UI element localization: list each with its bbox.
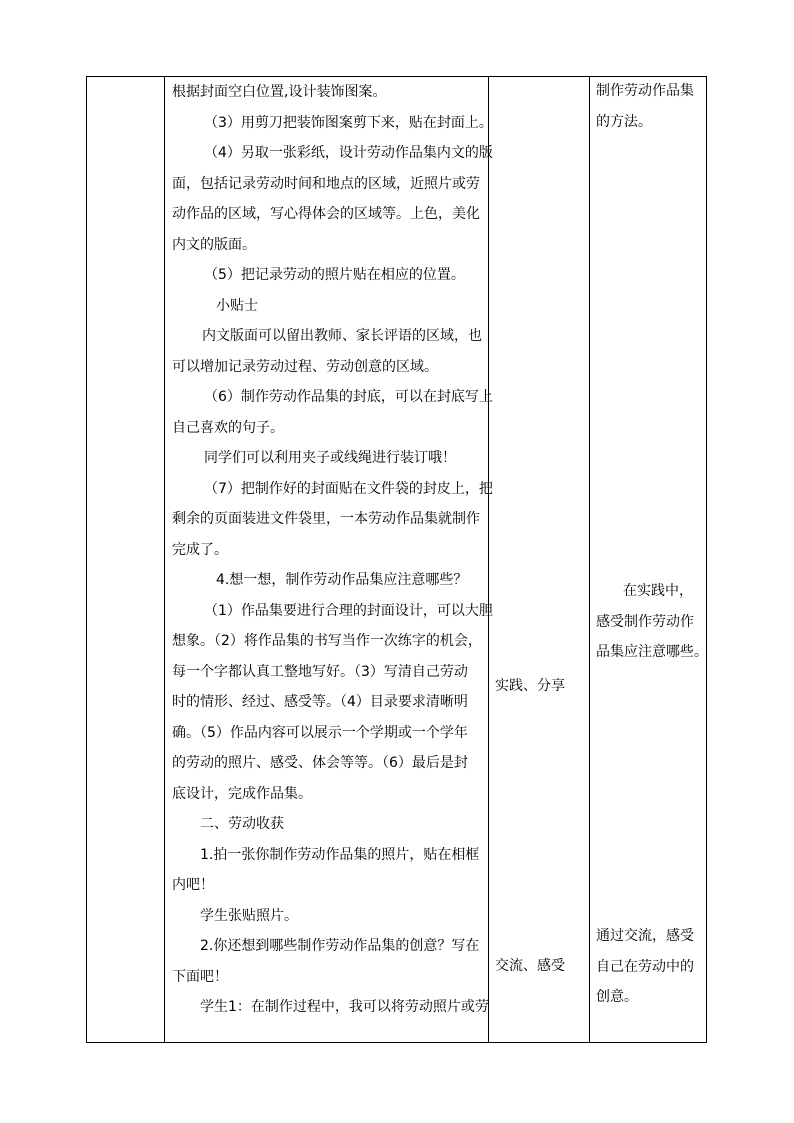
text-line: 内吧！ <box>172 877 214 893</box>
intent-line: 感受制作劳动作 <box>596 613 694 630</box>
intent-line: 品集应注意哪些。 <box>596 644 708 660</box>
text-line: 每一个字都认真工整地写好。（3）写清自己劳动 <box>172 663 468 680</box>
text-line: 剩余的页面装进文件袋里，一本劳动作品集就制作 <box>172 511 480 527</box>
student-activity-1 <box>495 671 590 702</box>
intent-line: 通过交流，感受 <box>596 928 694 944</box>
text-line: 时的情形、经过、感受等。（4）目录要求清晰明 <box>172 694 468 710</box>
text-line: （1）作品集要进行合理的封面设计，可以大胆 <box>204 602 493 619</box>
text-line: （3）用剪刀把装饰图案剪下来，贴在封面上。 <box>204 114 493 131</box>
text-line: （6）制作劳动作品集的封底，可以在封底写上 <box>204 389 493 405</box>
text-line: 想象。（2）将作品集的书写当作一次练字的机会， <box>172 633 482 649</box>
text-line: 1.拍一张你制作劳动作品集的照片，贴在相框 <box>200 846 480 863</box>
text-line: 内文版面可以留出教师、家长评语的区域，也 <box>202 328 482 344</box>
tip-heading: 小贴士 <box>216 297 258 314</box>
teaching-process-column <box>172 77 493 1023</box>
column-divider-2 <box>488 76 489 1043</box>
intent-line: 在实践中， <box>623 583 693 599</box>
text-line: 面，包括记录劳动时间和地点的区域，近照片或劳 <box>172 175 480 192</box>
text-line: 2.你还想到哪些制作劳动作品集的创意？写在 <box>200 938 480 954</box>
text-line: 完成了。 <box>172 541 228 558</box>
text-line: 下面吧！ <box>172 968 228 985</box>
intent-line: 创意。 <box>596 989 638 1005</box>
text-line: （7）把制作好的封面贴在文件袋的封皮上，把 <box>204 480 493 497</box>
text-line: 的劳动的照片、感受、体会等等。（6）最后是封 <box>172 755 468 771</box>
activity-label: 交流、感受 <box>495 958 565 974</box>
design-intent-2 <box>596 576 708 668</box>
text-line: 内文的版面。 <box>172 236 256 253</box>
column-divider-1 <box>164 76 165 1043</box>
text-line: 底设计，完成作品集。 <box>172 785 312 802</box>
text-line: 根据封面空白位置,设计装饰图案。 <box>172 84 387 100</box>
section-question: 4.想一想，制作劳动作品集应注意哪些？ <box>216 572 468 588</box>
column-divider-3 <box>589 76 590 1043</box>
section-heading: 二、劳动收获 <box>200 816 284 832</box>
design-intent-1 <box>596 76 704 137</box>
intent-line: 制作劳动作品集 <box>596 83 694 99</box>
design-intent-3 <box>596 921 704 1013</box>
text-line: （4）另取一张彩纸，设计劳动作品集内文的版 <box>204 145 493 161</box>
text-line: 学生1：在制作过程中，我可以将劳动照片或劳 <box>200 999 489 1015</box>
text-line: 确。（5）作品内容可以展示一个学期或一个学年 <box>172 724 468 741</box>
intent-line: 的方法。 <box>596 113 652 130</box>
student-activity-2 <box>495 951 590 982</box>
text-line: （5）把记录劳动的照片贴在相应的位置。 <box>204 267 465 283</box>
activity-label: 实践、分享 <box>495 678 565 694</box>
text-line: 学生张贴照片。 <box>200 907 298 924</box>
text-line: 可以增加记录劳动过程、劳动创意的区域。 <box>172 358 438 375</box>
text-line: 动作品的区域，写心得体会的区域等。上色，美化 <box>172 206 480 222</box>
text-line: 自己喜欢的句子。 <box>172 419 284 436</box>
text-line: 同学们可以利用夹子或线绳进行装订哦！ <box>204 450 456 466</box>
intent-line: 自己在劳动中的 <box>596 958 694 975</box>
